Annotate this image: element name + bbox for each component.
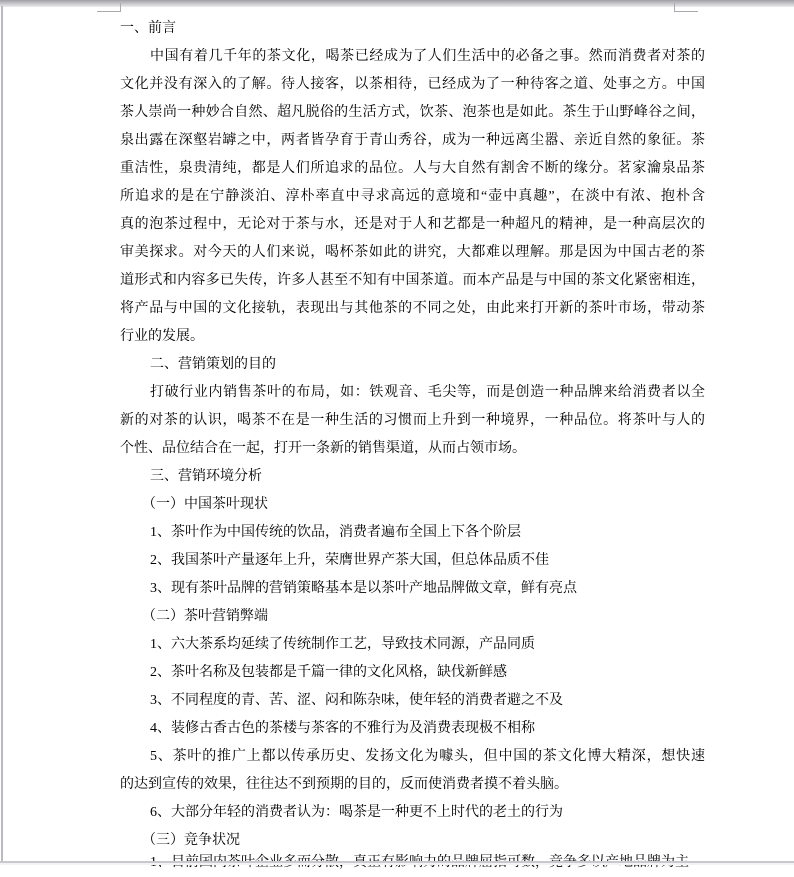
text-line: 个性、品位结合在一起，打开一条新的销售渠道，从而占领市场。	[120, 441, 526, 456]
text-line: 三、营销环境分析	[150, 469, 262, 484]
text-line: 审美探求。对今天的人们来说，喝杯茶如此的讲究，大都难以理解。那是因为中国古老的茶	[120, 245, 705, 260]
text-line: 文化并没有深入的了解。待人接客，以茶相待，已经成为了一种待客之道、处事之方。中国	[120, 77, 705, 92]
text-line: 道形式和内容多已失传，许多人甚至不知有中国茶道。而本产品是与中国的茶文化紧密相连，	[120, 273, 705, 288]
text-line: 打破行业内销售茶叶的布局，如：铁观音、毛尖等，而是创造一种品牌来给消费者以全	[150, 385, 705, 400]
margin-crop-mark-left	[97, 3, 121, 12]
document-content[interactable]	[120, 15, 705, 855]
text-line: 新的对茶的认识，喝茶不在是一种生活的习惯而上升到一种境界，一种品位。将茶叶与人的	[120, 413, 705, 428]
text-line: 6、大部分年轻的消费者认为：喝茶是一种更不上时代的老土的行为	[150, 805, 563, 820]
text-line: 二、营销策划的目的	[150, 357, 276, 372]
text-line: 2、茶叶名称及包装都是千篇一律的文化风格，缺伐新鲜感	[150, 665, 507, 680]
text-line: 3、不同程度的青、苦、涩、闷和陈杂味，使年轻的消费者避之不及	[150, 693, 563, 708]
text-line: 泉出露在深壑岩罅之中，两者皆孕育于青山秀谷，成为一种远离尘嚣、亲近自然的象征。茶	[120, 133, 705, 148]
text-line: 重洁性，泉贵清纯，都是人们所追求的品位。人与大自然有割舍不断的缘分。茗家瀹泉品茶	[120, 161, 705, 176]
text-line: （一）中国茶叶现状	[142, 497, 268, 512]
text-line: 1、六大茶系均延续了传统制作工艺，导致技术同源，产品同质	[150, 637, 535, 652]
text-line: 茶人崇尚一种妙合自然、超凡脱俗的生活方式，饮茶、泡茶也是如此。茶生于山野峰谷之间，	[120, 105, 705, 120]
text-line: 真的泡茶过程中，无论对于茶与水，还是对于人和艺都是一种超凡的精神，是一种高层次的	[120, 217, 705, 232]
page-left-edge	[1, 6, 3, 862]
text-line: 的达到宣传的效果，往往达不到预期的目的，反而使消费者摸不着头脑。	[120, 777, 568, 792]
text-line: （二）茶叶营销弊端	[142, 609, 268, 624]
text-line: 所追求的是在宁静淡泊、淳朴率直中寻求高远的意境和“壶中真趣”，在淡中有浓、抱朴含	[120, 189, 705, 204]
text-line: 3、现有茶叶品牌的营销策略基本是以茶叶产地品牌做文章，鲜有亮点	[150, 581, 577, 596]
clipped-text-line	[120, 849, 705, 861]
margin-crop-mark-right	[674, 3, 698, 12]
text-line: （三）竞争状况	[142, 833, 240, 848]
below-page-area	[0, 863, 794, 865]
text-line: 中国有着几千年的茶文化，喝茶已经成为了人们生活中的必备之事。然而消费者对茶的	[150, 49, 705, 64]
text-line: 4、装修古香古色的茶楼与茶客的不雅行为及消费表现极不相称	[150, 721, 535, 736]
text-line: 行业的发展。	[120, 329, 204, 344]
text-line: 2、我国茶叶产量逐年上升，荣膺世界产茶大国，但总体品质不佳	[150, 553, 549, 568]
text-line: 1、茶叶作为中国传统的饮品，消费者遍布全国上下各个阶层	[150, 525, 521, 540]
text-line: 5、茶叶的推广上都以传承历史、发扬文化为噱头，但中国的茶文化博大精深，想快速	[150, 749, 705, 764]
text-line: 将产品与中国的文化接轨，表现出与其他茶的不同之处，由此来打开新的茶叶市场，带动茶	[120, 301, 705, 316]
text-line: 一、前言	[120, 21, 176, 36]
